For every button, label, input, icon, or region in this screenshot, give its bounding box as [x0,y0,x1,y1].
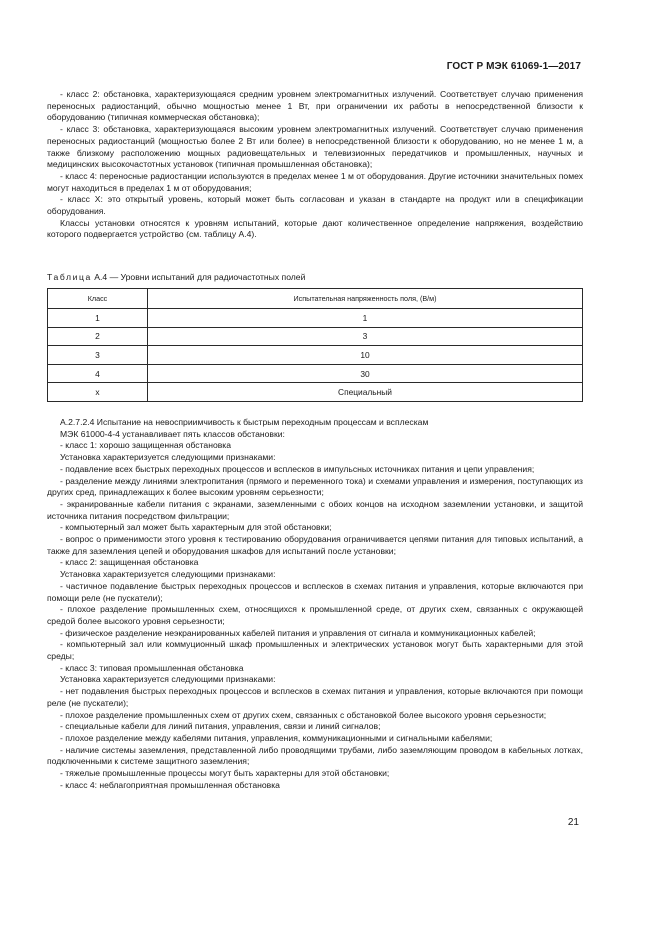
class-cell: 4 [48,364,148,383]
table-row [48,327,583,346]
field-strength-cell: 3 [148,327,583,346]
paragraph: - частичное подавление быстрых переходных процессов и всплесков в схемах питания и управления, которые включаются при помощи реле (не пускатели); [47,580,583,603]
paragraph: Установка характеризуется следующими признаками: [60,674,276,685]
paragraph: - плохое разделение промышленных схем, относящихся к промышленной среде, от других схем, связанных с окружающей средой более высокого уровня серьезности; [47,604,583,626]
paragraph: - класс 4: неблагоприятная промышленная обстановка [60,779,280,790]
table-row [48,309,583,328]
paragraph: - разделение между линиями электропитания (прямого и переменного тока) и схемами управления и измерения, поступающих из других сред, принадлежащих к более высоким уровням серьезности; [47,475,583,498]
paragraph: - плохое разделение промышленных схем от других схем, связанных с обстановкой более высокого уровня серьезности; [60,709,547,720]
class-cell: x [48,383,148,402]
field-strength-cell: 10 [148,346,583,365]
class-cell: 3 [48,346,148,365]
paragraph: - наличие системы заземления, представленной либо проводящими трубами, либо заземляющим проводом в кабельных лотках, подключенными к системе защитного заземления; [47,744,583,767]
test-levels-table [47,288,583,402]
table-row [48,364,583,383]
paragraph: - класс 2: защищенная обстановка [60,557,199,568]
column-header-field: Испытательная напряженность поля, (В/м) [148,289,583,309]
table-caption-prefix: Таблица [47,272,92,282]
body-text-top [47,89,583,241]
paragraph: Классы установки относятся к уровням испытаний, которые дают количественное определение напряжения, воздействию которого подвергается устройство (см. таблицу А.4). [47,217,583,240]
paragraph: - компьютерный зал может быть характерным для этой обстановки; [60,522,332,533]
table-row [48,383,583,402]
paragraph: - класс 1: хорошо защищенная обстановка [60,440,232,451]
paragraph: - класс 4: переносные радиостанции используются в пределах менее 1 м от оборудования. Другие источники значительных помех могут находиться в пределах 1 м от оборудования; [47,170,583,193]
paragraph: - вопрос о применимости этого уровня к тестированию оборудования ограничивается цепями питания для типовых испытаний, а также для заземления цепей и оборудования шкафов для испытаний после установки; [47,534,583,556]
paragraph: - класс 3: типовая промышленная обстановка [60,662,244,673]
paragraph: - физическое разделение неэкранированных кабелей питания и управления от сигнала и коммуникационных кабелей; [60,627,536,638]
field-strength-cell: 1 [148,309,583,328]
paragraph: - класс 3: обстановка, характеризующаяся высоким уровнем электромагнитных излучений. Соответствует случаю применения переносных радиостанций (мощностью более 2 Вт или более) в непосредственной близости к оборудованию, но не менее 1 м, а также близкому расположению мощных радиовещательных и телевизионных передатчиков и промышленных, научных и медицинских высокочастотных установок (типичная промышленная обстановка); [47,124,583,170]
field-strength-cell: 30 [148,364,583,383]
paragraph: - класс X: это открытый уровень, который может быть согласован и указан в стандарте на продукт или в спецификации оборудования. [47,194,583,217]
paragraph: - специальные кабели для линий питания, управления, связи и линий сигналов; [60,721,381,732]
paragraph: Установка характеризуется следующими признаками: [60,569,276,580]
class-cell: 2 [48,327,148,346]
paragraph: - нет подавления быстрых переходных процессов и всплесков в схемах питания и управления, которые включаются при помощи реле (не пускатели); [47,686,583,708]
class-cell: 1 [48,309,148,328]
column-header-class: Класс [48,289,148,309]
paragraph: - экранированные кабели питания с экранами, заземленными с обоих концов на исходном заземлении установки, и защитой источника питания посредством фильтрации; [47,498,583,521]
paragraph: - компьютерный зал или коммуционный шкаф промышленных и электрических установок могут быть характерными для этой среды; [47,639,583,662]
table-row [48,346,583,365]
paragraph: Установка характеризуется следующими признаками: [60,452,276,463]
table-caption [47,272,305,282]
paragraph: - плохое разделение между кабелями питания, управления, коммуникационными и сигнальными кабелями; [60,732,493,743]
body-text-bottom [47,417,583,792]
paragraph: - тяжелые промышленные процессы могут быть характерны для этой обстановки; [60,768,390,779]
document-header: ГОСТ Р МЭК 61069-1—2017 [446,61,581,72]
paragraph: - подавление всех быстрых переходных процессов и всплесков в импульсных источниках питания и цепи управления; [60,463,535,474]
paragraph: МЭК 61000-4-4 устанавливает пять классов обстановки: [60,428,285,439]
section-heading: А.2.7.2.4 Испытание на невосприимчивость к быстрым переходным процессам и всплескам [60,417,429,427]
paragraph: - класс 2: обстановка, характеризующаяся средним уровнем электромагнитных излучений. Соответствует случаю применения переносных радиостанций, обычно мощностью менее 1 Вт, при ограничении их работы в непосредственной близости к оборудованию (типичная коммерческая обстановка); [47,89,583,123]
table-caption-text: А.4 — Уровни испытаний для радиочастотных полей [91,272,306,282]
table-header-row [48,289,583,309]
page-number: 21 [567,817,579,828]
field-strength-cell: Специальный [148,383,583,402]
